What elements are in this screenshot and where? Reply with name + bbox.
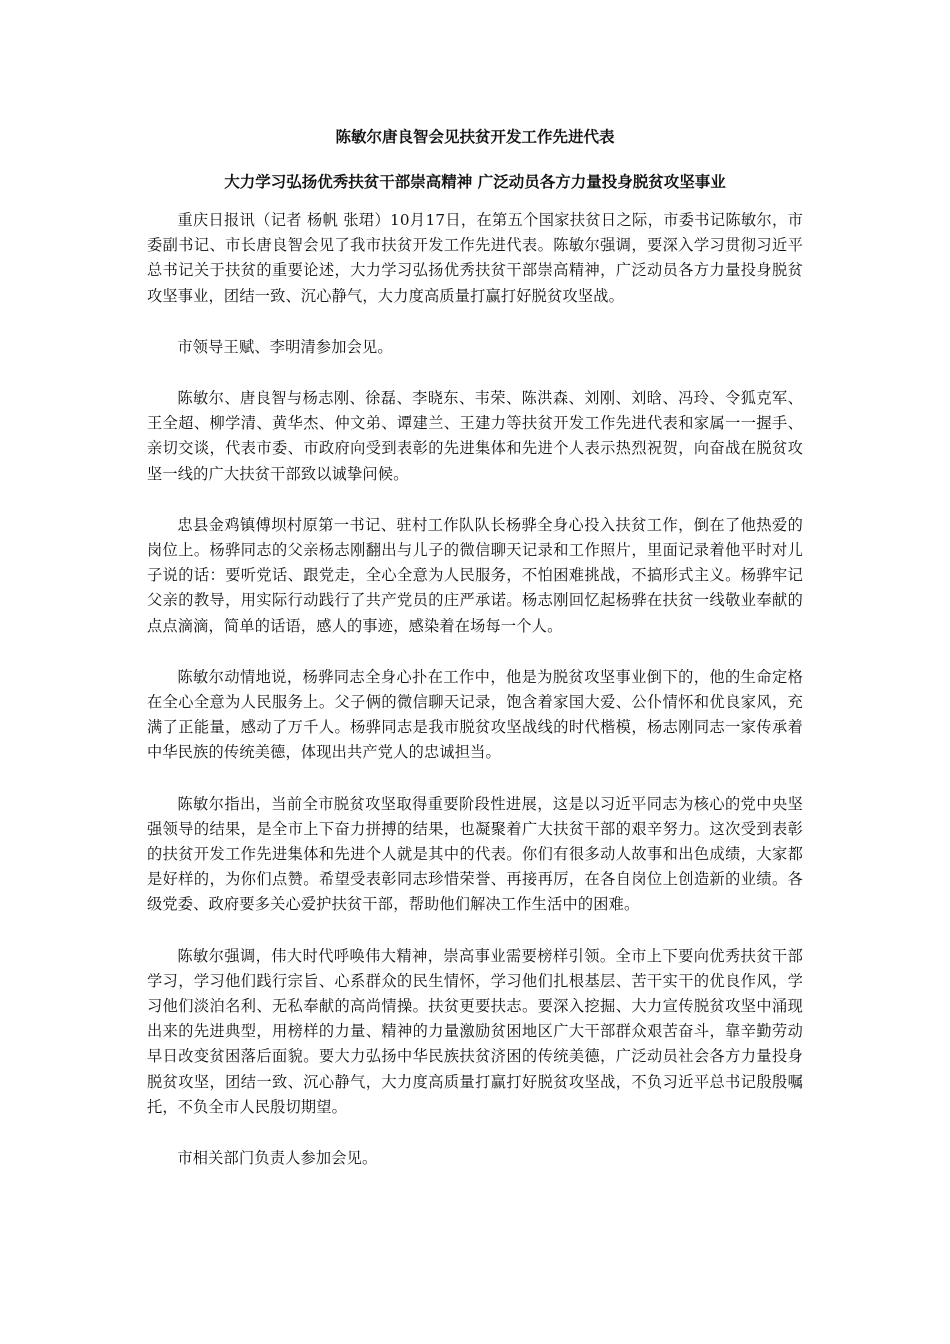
paragraph-5: 陈敏尔动情地说，杨骅同志全身心扑在工作中，他是为脱贫攻坚事业倒下的，他的生命定格在全心全意为人民服务上。父子俩的微信聊天记录，饱含着家国大爱、公仆情怀和优良家风，充满了正能量，感动了万千人。杨骅同志是我市脱贫攻坚战线的时代楷模，杨志刚同志一家传承着中华民族的传统美德，体现出共产党人的忠诚担当。 <box>147 667 803 762</box>
paragraph-8: 市相关部门负责人参加会见。 <box>177 1149 378 1168</box>
paragraph-2: 市领导王赋、李明清参加会见。 <box>177 337 393 356</box>
paragraph-1: 重庆日报讯（记者 杨帆 张珺）10月17日，在第五个国家扶贫日之际，市委书记陈敏尔，市委副书记、市长唐良智会见了我市扶贫开发工作先进代表。陈敏尔强调，要深入学习贯彻习近平总书记关于扶贫的重要论述，大力学习弘扬优秀扶贫干部崇高精神，广泛动员各方力量投身脱贫攻坚事业，团结一致、沉心静气，大力度高质量打赢打好脱贫攻坚战。 <box>147 211 803 305</box>
paragraph-4: 忠县金鸡镇傅坝村原第一书记、驻村工作队队长杨骅全身心投入扶贫工作，倒在了他热爱的岗位上。杨骅同志的父亲杨志刚翻出与儿子的微信聊天记录和工作照片，里面记录着他平时对儿子说的话：要听党话、跟党走，全心全意为人民服务，不怕困难挑战，不搞形式主义。杨骅牢记父亲的教导，用实际行动践行了共产党员的庄严承诺。杨志刚回忆起杨骅在扶贫一线敬业奉献的点点滴滴，简单的话语，感人的事迹，感染着在场每一个人。 <box>147 515 803 635</box>
article-body <box>147 208 803 1197</box>
page-title: 陈敏尔唐良智会见扶贫开发工作先进代表 <box>335 128 615 146</box>
page-subtitle: 大力学习弘扬优秀扶贫干部崇高精神 广泛动员各方力量投身脱贫攻坚事业 <box>224 173 726 191</box>
paragraph-3: 陈敏尔、唐良智与杨志刚、徐磊、李晓东、韦荣、陈洪森、刘刚、刘晗、冯玲、令狐克军、王全超、柳学清、黄华杰、仲文弟、谭建兰、王建力等扶贫开发工作先进代表和家属一一握手、亲切交谈，代表市委、市政府向受到表彰的先进集体和先进个人表示热烈祝贺，向奋战在脱贫攻坚一线的广大扶贫干部致以诚挚问候。 <box>147 389 803 483</box>
paragraph-6: 陈敏尔指出，当前全市脱贫攻坚取得重要阶段性进展，这是以习近平同志为核心的党中央坚强领导的结果，是全市上下奋力拼搏的结果，也凝聚着广大扶贫干部的艰辛努力。这次受到表彰的扶贫开发工作先进集体和先进个人就是其中的代表。你们有很多动人故事和出色成绩，大家都是好样的，为你们点赞。希望受表彰同志珍惜荣誉、再接再厉，在各自岗位上创造新的业绩。各级党委、政府要多关心爱护扶贫干部，帮助他们解决工作生活中的困难。 <box>147 794 803 914</box>
paragraph-7: 陈敏尔强调，伟大时代呼唤伟大精神，崇高事业需要榜样引领。全市上下要向优秀扶贫干部学习，学习他们践行宗旨、心系群众的民生情怀，学习他们扎根基层、苦干实干的优良作风，学习他们淡泊名利、无私奉献的高尚情操。扶贫更要扶志。要深入挖掘、大力宣传脱贫攻坚中涌现出来的先进典型，用榜样的力量、精神的力量激励贫困地区广大干部群众艰苦奋斗，靠辛勤劳动早日改变贫困落后面貌。要大力弘扬中华民族扶贫济困的传统美德，广泛动员社会各方力量投身脱贫攻坚，团结一致、沉心静气，大力度高质量打赢打好脱贫攻坚战，不负习近平总书记殷殷嘱托，不负全市人民殷切期望。 <box>147 946 803 1116</box>
